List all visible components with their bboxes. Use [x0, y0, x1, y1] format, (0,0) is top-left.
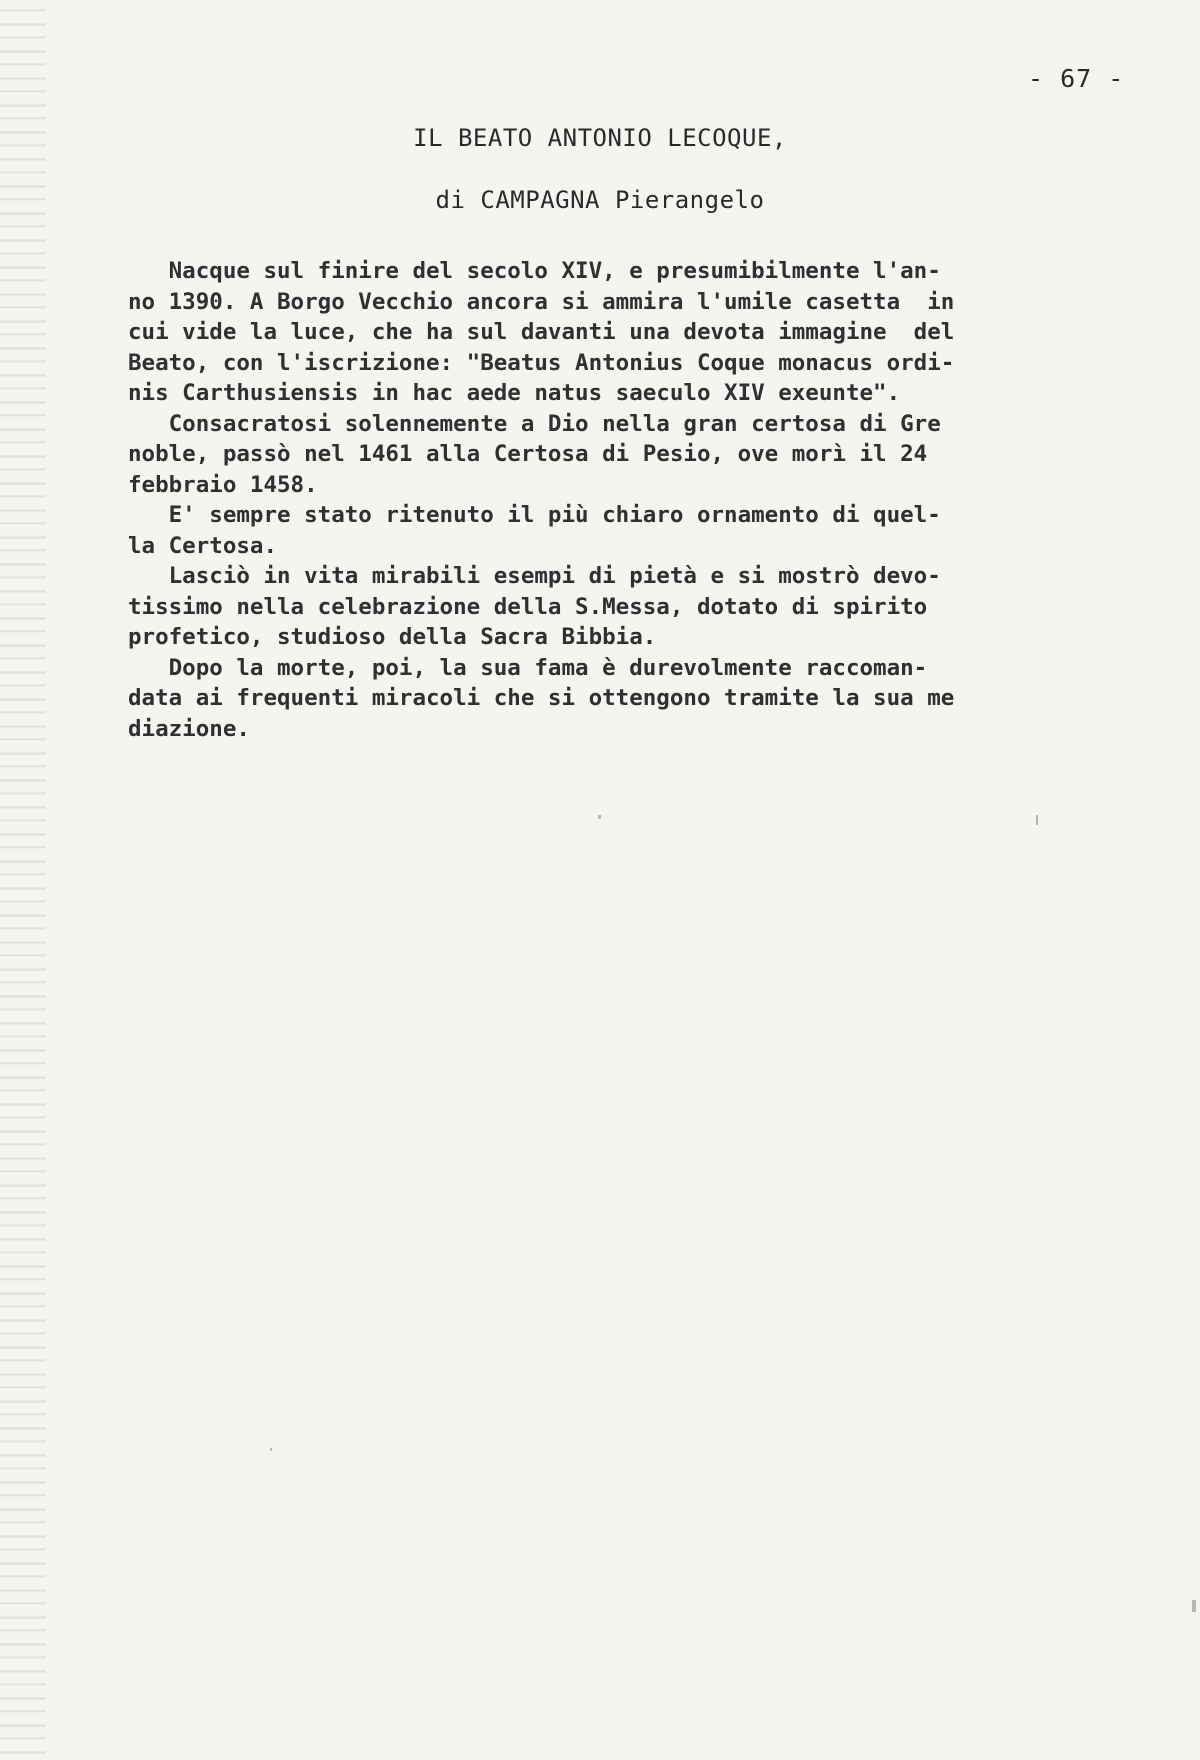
article-title: IL BEATO ANTONIO LECOQUE,: [413, 124, 787, 152]
paper-speck: [1192, 1600, 1196, 1612]
body-line: la Certosa.: [128, 532, 278, 559]
body-line: noble, passò nel 1461 alla Certosa di Pesio, ove morì il 24: [128, 441, 928, 467]
body-line: Dopo la morte, poi, la sua fama è durevolmente raccoman-: [128, 654, 928, 681]
body-line: diazione.: [128, 715, 250, 742]
body-line: Lasciò in vita mirabili esempi di pietà e si mostrò devo-: [128, 563, 941, 589]
article-author: di CAMPAGNA Pierangelo: [435, 186, 765, 214]
page-number: - 67 -: [1028, 64, 1125, 93]
body-line: profetico, studioso della Sacra Bibbia.: [128, 624, 657, 650]
body-line: data ai frequenti miracoli che si ottengono tramite la sua me: [128, 685, 955, 711]
body-line: Nacque sul finire del secolo XIV, e presumibilmente l'an-: [128, 258, 941, 284]
body-line: tissimo nella celebrazione della S.Messa, dotato di spirito: [128, 593, 928, 620]
body-line: Consacratosi solennemente a Dio nella gran certosa di Gre: [128, 410, 941, 437]
paper-speck: [270, 1448, 272, 1451]
paper-speck: [1036, 815, 1038, 825]
body-line: febbraio 1458.: [128, 471, 318, 498]
scan-edge-shadow: [0, 0, 46, 1760]
body-line: cui vide la luce, che ha sul davanti una devota immagine del: [128, 319, 955, 345]
article-body: [128, 256, 1118, 744]
body-line: no 1390. A Borgo Vecchio ancora si ammira l'umile casetta in: [128, 288, 955, 315]
body-line: E' sempre stato ritenuto il più chiaro ornamento di quel-: [128, 502, 941, 528]
paper-speck: [598, 815, 601, 819]
body-line: nis Carthusiensis in hac aede natus saeculo XIV exeunte".: [128, 380, 901, 406]
body-line: Beato, con l'iscrizione: "Beatus Antonius Coque monacus ordi-: [128, 349, 955, 376]
